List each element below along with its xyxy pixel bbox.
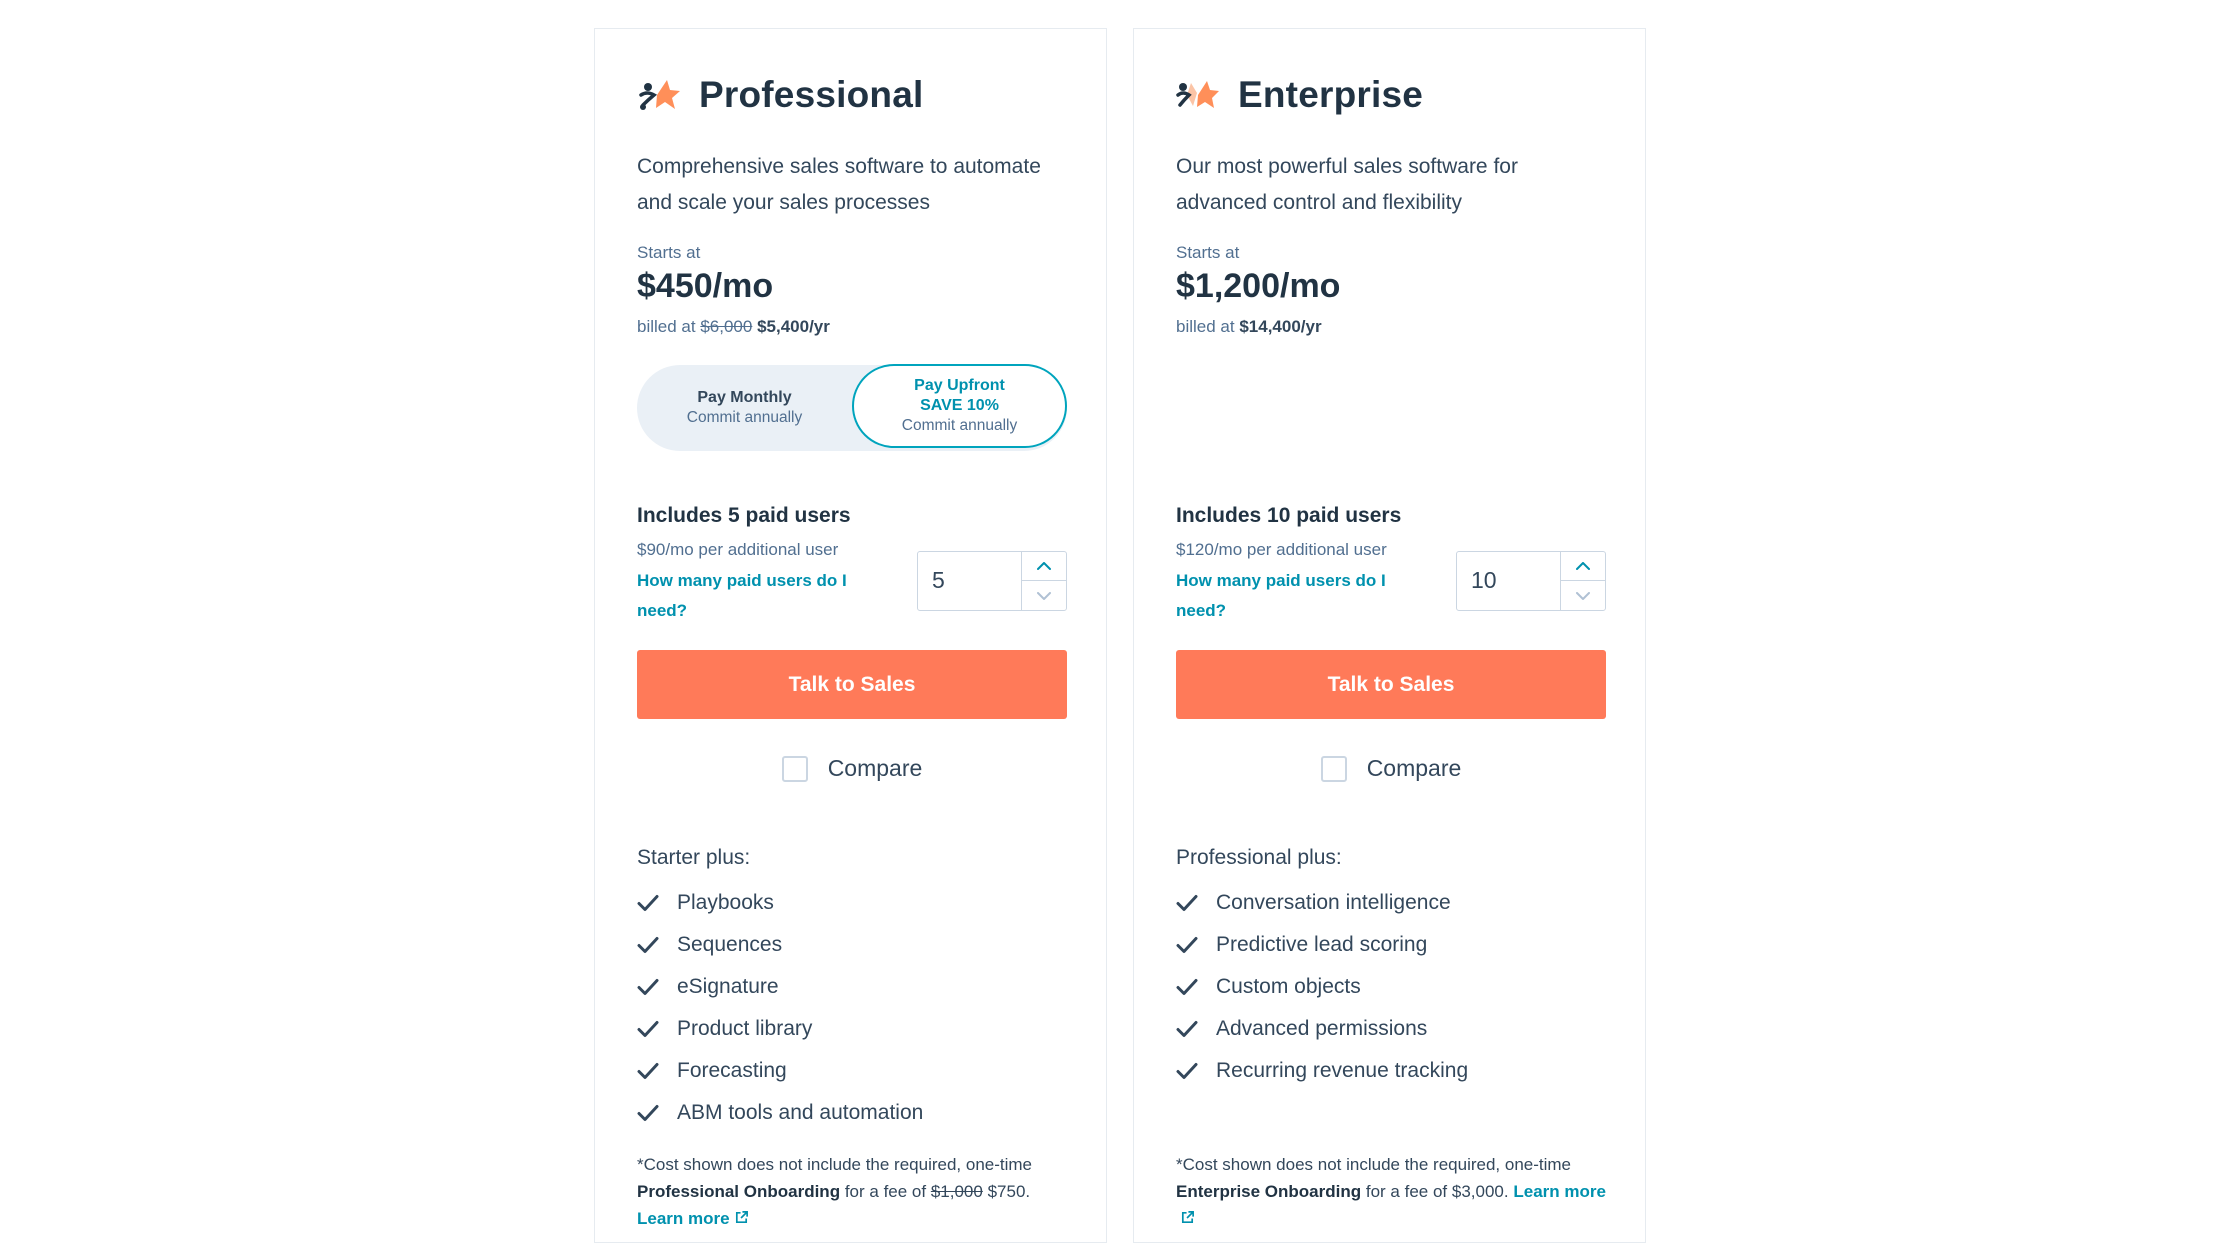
billed-original-price: $6,000 — [700, 317, 753, 336]
pay-monthly-sub: Commit annually — [686, 409, 803, 426]
increment-button[interactable] — [1022, 552, 1066, 581]
note-text: for a fee of — [1365, 1182, 1448, 1201]
how-many-users-link[interactable]: How many paid users do I need? — [637, 571, 847, 620]
feature-label: ABM tools and automation — [677, 1101, 924, 1124]
checkmark-icon — [637, 1104, 659, 1122]
feature-list — [1176, 882, 1468, 1092]
talk-to-sales-button[interactable]: Talk to Sales — [1176, 650, 1606, 719]
feature-label: Sequences — [677, 933, 783, 956]
note-onboarding-name: Enterprise Onboarding — [1176, 1182, 1362, 1201]
learn-more-link[interactable]: Learn more — [1176, 1182, 1606, 1228]
user-count-input[interactable]: 10 — [1471, 567, 1497, 593]
checkmark-icon — [1176, 1062, 1198, 1080]
feature-label: Predictive lead scoring — [1216, 933, 1428, 956]
compare-control — [1176, 755, 1606, 782]
feature-label: Conversation intelligence — [1216, 891, 1451, 914]
plan-price: $1,200/mo — [1176, 267, 1341, 305]
checkmark-icon — [1176, 894, 1198, 912]
user-count-stepper[interactable] — [917, 551, 1067, 611]
feature-item — [1176, 1050, 1468, 1092]
pay-upfront-option[interactable] — [852, 364, 1067, 448]
included-users-title: Includes 10 paid users — [1176, 504, 1402, 527]
feature-label: Product library — [677, 1017, 813, 1040]
per-user-price: $120/mo per additional user — [1176, 540, 1387, 559]
decrement-button[interactable] — [1561, 581, 1605, 610]
save-badge: SAVE 10% — [920, 397, 999, 414]
feature-item — [1176, 882, 1468, 924]
compare-label[interactable]: Compare — [1366, 755, 1462, 781]
billed-at-text — [637, 317, 830, 337]
user-count-input[interactable]: 5 — [932, 567, 945, 593]
checkmark-icon — [1176, 978, 1198, 996]
external-link-icon — [1180, 1210, 1195, 1225]
included-users-title: Includes 5 paid users — [637, 504, 851, 527]
feature-item — [637, 1008, 923, 1050]
note-text: *Cost shown does not include the required, one-time — [637, 1155, 1033, 1174]
plan-description: Comprehensive sales software to automate and scale your sales processes — [637, 155, 1041, 214]
billing-toggle — [637, 365, 1067, 451]
starts-at-label: Starts at — [1176, 243, 1240, 262]
pricing-card-enterprise — [1133, 28, 1646, 1243]
features-heading: Starter plus: — [637, 846, 751, 869]
feature-item — [637, 966, 923, 1008]
per-user-price: $90/mo per additional user — [637, 540, 839, 559]
pricing-card-professional — [594, 28, 1107, 1243]
feature-list — [637, 882, 923, 1134]
feature-item — [637, 1050, 923, 1092]
billed-prefix: billed at — [1176, 317, 1235, 336]
note-fee: $750. — [987, 1182, 1031, 1201]
feature-item — [637, 1092, 923, 1134]
user-count-stepper[interactable] — [1456, 551, 1606, 611]
note-original-fee: $1,000 — [930, 1182, 983, 1201]
onboarding-note — [1176, 1151, 1616, 1232]
increment-button[interactable] — [1561, 552, 1605, 581]
billed-price: $5,400/yr — [757, 317, 830, 336]
compare-label[interactable]: Compare — [827, 755, 923, 781]
plan-title: Enterprise — [1238, 74, 1424, 115]
external-link-icon — [734, 1210, 749, 1225]
checkmark-icon — [637, 894, 659, 912]
checkmark-icon — [1176, 936, 1198, 954]
feature-label: eSignature — [677, 975, 779, 998]
compare-control — [637, 755, 1067, 782]
decrement-button[interactable] — [1022, 581, 1066, 610]
chevron-up-icon — [1576, 562, 1590, 570]
sprocket-stars-icon — [637, 75, 681, 115]
checkmark-icon — [637, 978, 659, 996]
checkmark-icon — [637, 1062, 659, 1080]
checkmark-icon — [1176, 1020, 1198, 1038]
starts-at-label: Starts at — [637, 243, 701, 262]
pay-upfront-sub: Commit annually — [901, 417, 1018, 434]
how-many-users-link[interactable]: How many paid users do I need? — [1176, 571, 1386, 620]
note-text: *Cost shown does not include the required, one-time — [1176, 1155, 1572, 1174]
note-onboarding-name: Professional Onboarding — [637, 1182, 841, 1201]
pay-monthly-label: Pay Monthly — [697, 389, 792, 406]
chevron-down-icon — [1576, 592, 1590, 600]
feature-label: Advanced permissions — [1216, 1017, 1428, 1040]
feature-label: Custom objects — [1216, 975, 1361, 998]
checkmark-icon — [637, 1020, 659, 1038]
plan-header — [1176, 63, 1423, 127]
plan-header — [637, 63, 923, 127]
billed-price: $14,400/yr — [1239, 317, 1322, 336]
sprocket-stars-icon — [1176, 75, 1220, 115]
talk-to-sales-button[interactable]: Talk to Sales — [637, 650, 1067, 719]
pay-monthly-option[interactable] — [637, 365, 852, 451]
feature-label: Playbooks — [677, 891, 774, 914]
plan-description: Our most powerful sales software for advanced control and flexibility — [1176, 155, 1518, 214]
billed-prefix: billed at — [637, 317, 696, 336]
plan-title: Professional — [699, 74, 924, 115]
feature-item — [637, 882, 923, 924]
compare-checkbox[interactable] — [782, 756, 808, 782]
feature-label: Forecasting — [677, 1059, 787, 1082]
compare-checkbox[interactable] — [1321, 756, 1347, 782]
features-heading: Professional plus: — [1176, 846, 1342, 869]
feature-item — [1176, 924, 1468, 966]
feature-label: Recurring revenue tracking — [1216, 1059, 1469, 1082]
learn-more-link[interactable]: Learn more — [637, 1209, 749, 1228]
feature-item — [1176, 1008, 1468, 1050]
plan-price: $450/mo — [637, 267, 774, 305]
feature-item — [637, 924, 923, 966]
checkmark-icon — [637, 936, 659, 954]
chevron-up-icon — [1037, 562, 1051, 570]
onboarding-note — [637, 1151, 1077, 1232]
note-text: for a fee of — [844, 1182, 927, 1201]
pay-upfront-label: Pay Upfront — [914, 377, 1005, 394]
note-fee: $3,000. — [1451, 1182, 1509, 1201]
billed-at-text — [1176, 317, 1322, 337]
feature-item — [1176, 966, 1468, 1008]
chevron-down-icon — [1037, 592, 1051, 600]
